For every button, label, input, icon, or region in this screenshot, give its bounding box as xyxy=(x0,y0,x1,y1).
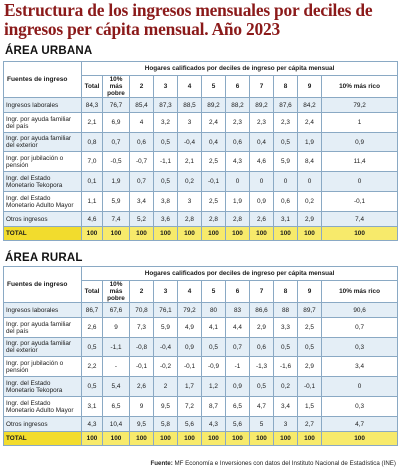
table-cell: 7,2 xyxy=(178,397,202,417)
table-row xyxy=(4,303,398,318)
table-cell: 2,6 xyxy=(82,318,103,338)
column-header: 8 xyxy=(274,76,298,98)
table-cell: 100 xyxy=(178,432,202,446)
table-cell: 0,5 xyxy=(202,338,226,357)
table-cell: 100 xyxy=(298,227,322,241)
table-cell: 88,5 xyxy=(178,98,202,113)
table-cell: 0,9 xyxy=(250,192,274,212)
table-cell: 5,2 xyxy=(130,212,154,227)
table-cell: -0,1 xyxy=(322,192,398,212)
table-cell: 2,9 xyxy=(250,318,274,338)
table-cell: 84,2 xyxy=(298,98,322,113)
column-header: 5 xyxy=(202,76,226,98)
table-cell: 3,3 xyxy=(274,318,298,338)
table-cell: 2,6 xyxy=(130,377,154,397)
table-row xyxy=(4,152,398,172)
table-cell: 0,4 xyxy=(202,133,226,152)
table-cell: -0,4 xyxy=(154,338,178,357)
table-cell: 1,9 xyxy=(103,172,130,192)
table-cell: 0,5 xyxy=(274,133,298,152)
column-header: 6 xyxy=(226,76,250,98)
table-cell: 0,7 xyxy=(322,318,398,338)
table-cell: 0 xyxy=(226,172,250,192)
table-cell: 100 xyxy=(322,432,398,446)
table-cell: 11,4 xyxy=(322,152,398,172)
table-row xyxy=(4,338,398,357)
table-cell: -0,1 xyxy=(298,377,322,397)
total-row xyxy=(4,432,398,446)
table-cell: 3 xyxy=(274,417,298,432)
table-row xyxy=(4,113,398,133)
table-cell: 8,7 xyxy=(202,397,226,417)
table-cell: 4 xyxy=(130,113,154,133)
table-cell: 0 xyxy=(274,172,298,192)
table-cell: 6,5 xyxy=(103,397,130,417)
table-cell: 83 xyxy=(226,303,250,318)
table-cell: 2,4 xyxy=(202,113,226,133)
row-label: Ingresos laborales xyxy=(4,98,82,113)
table-cell: 2,9 xyxy=(298,212,322,227)
table-cell: 2,8 xyxy=(202,212,226,227)
column-header: 10% más rico xyxy=(322,281,398,303)
table-cell: 0 xyxy=(322,172,398,192)
column-header: Total xyxy=(82,281,103,303)
table-cell: 88 xyxy=(274,303,298,318)
table-cell: 4,9 xyxy=(178,318,202,338)
row-label: Ingr. por ayuda familiar del país xyxy=(4,113,82,133)
table-cell: 9,5 xyxy=(130,417,154,432)
section-label-urbana: ÁREA URBANA xyxy=(5,45,93,57)
table-cell: 100 xyxy=(274,432,298,446)
table-row xyxy=(4,357,398,377)
table-row xyxy=(4,192,398,212)
table-cell: 8,4 xyxy=(298,152,322,172)
table-cell: -1,6 xyxy=(274,357,298,377)
table-cell: 100 xyxy=(226,227,250,241)
column-header: 7 xyxy=(250,76,274,98)
table-cell: 4,7 xyxy=(322,417,398,432)
table-row xyxy=(4,397,398,417)
column-header: 9 xyxy=(298,76,322,98)
row-label: Ingr. del Estado Monetario Tekopora xyxy=(4,172,82,192)
table-cell: 6,5 xyxy=(226,397,250,417)
table-cell: 2 xyxy=(154,377,178,397)
table-cell: 4,1 xyxy=(202,318,226,338)
table-cell: 67,6 xyxy=(103,303,130,318)
table-cell: 85,4 xyxy=(130,98,154,113)
table-cell: 100 xyxy=(274,227,298,241)
section-label-rural: ÁREA RURAL xyxy=(5,252,83,264)
table-cell: 2,4 xyxy=(298,113,322,133)
table-cell: 3,8 xyxy=(154,192,178,212)
table-cell: 3,4 xyxy=(130,192,154,212)
table-cell: 80 xyxy=(202,303,226,318)
table-cell: 5,6 xyxy=(178,417,202,432)
table-cell: 0,9 xyxy=(178,338,202,357)
row-label: TOTAL xyxy=(4,227,82,241)
table-cell: 2,8 xyxy=(226,212,250,227)
table-cell: 3 xyxy=(178,113,202,133)
table-cell: 0,5 xyxy=(154,172,178,192)
row-label: Ingr. por ayuda familiar del exterior xyxy=(4,338,82,357)
table-cell: 0,6 xyxy=(250,338,274,357)
header-group: Hogares calificados por deciles de ingreso per cápita mensual xyxy=(82,267,398,281)
table-cell: 9,5 xyxy=(154,397,178,417)
table-cell: 3 xyxy=(178,192,202,212)
source-note xyxy=(150,460,396,467)
table-row xyxy=(4,98,398,113)
table-cell: 0,7 xyxy=(226,338,250,357)
table-cell: 2,1 xyxy=(178,152,202,172)
table-cell: 2,5 xyxy=(298,318,322,338)
table-cell: 100 xyxy=(154,227,178,241)
table-cell: 0,3 xyxy=(322,397,398,417)
table-cell: 86,6 xyxy=(250,303,274,318)
table-cell: -0,1 xyxy=(178,357,202,377)
page-title: Estructura de los ingresos mensuales por deciles de ingresos per cápita mensual. Año 2023 xyxy=(4,0,373,39)
table-row xyxy=(4,212,398,227)
table-cell: - xyxy=(103,357,130,377)
table-cell: 0,2 xyxy=(298,192,322,212)
table-cell: 76,1 xyxy=(154,303,178,318)
table-cell: 0 xyxy=(322,377,398,397)
source-label: Fuente: xyxy=(150,460,173,467)
row-label: Ingr. por jubilación o pensión xyxy=(4,357,82,377)
table-cell: 5,4 xyxy=(103,377,130,397)
table-cell: 2,3 xyxy=(274,113,298,133)
row-label: Ingr. por jubilación o pensión xyxy=(4,152,82,172)
table-cell: 0,9 xyxy=(322,133,398,152)
row-label: Ingr. por ayuda familiar del país xyxy=(4,318,82,338)
table-cell: 100 xyxy=(103,227,130,241)
column-header: 10% más pobre xyxy=(103,281,130,303)
table-cell: 0,4 xyxy=(250,133,274,152)
table-cell: 0,5 xyxy=(298,338,322,357)
table-cell: 3,6 xyxy=(154,212,178,227)
table-cell: -0,1 xyxy=(130,357,154,377)
table-cell: 2,2 xyxy=(82,357,103,377)
table-cell: 100 xyxy=(130,227,154,241)
table-cell: 0,2 xyxy=(178,172,202,192)
table-cell: 0,5 xyxy=(82,377,103,397)
table-cell: 100 xyxy=(154,432,178,446)
table-cell: 90,6 xyxy=(322,303,398,318)
table-cell: 2,9 xyxy=(298,357,322,377)
column-header: 2 xyxy=(130,76,154,98)
row-label: Ingr. del Estado Monetario Adulto Mayor xyxy=(4,192,82,212)
header-fuentes: Fuentes de ingreso xyxy=(4,62,82,98)
total-row xyxy=(4,227,398,241)
table-cell: 100 xyxy=(298,432,322,446)
table-rural xyxy=(3,266,398,446)
table-cell: 2,5 xyxy=(202,152,226,172)
table-cell: 0,7 xyxy=(103,133,130,152)
table-cell: 5,9 xyxy=(103,192,130,212)
table-cell: 4,3 xyxy=(202,417,226,432)
table-cell: 3,2 xyxy=(154,113,178,133)
table-cell: 0 xyxy=(298,172,322,192)
table-cell: 100 xyxy=(322,227,398,241)
column-header: 10% más rico xyxy=(322,76,398,98)
table-cell: 4,4 xyxy=(226,318,250,338)
table-cell: 2,3 xyxy=(226,113,250,133)
table-urbana xyxy=(3,61,398,241)
table-cell: 10,4 xyxy=(103,417,130,432)
table-cell: 7,4 xyxy=(322,212,398,227)
table-cell: -1,1 xyxy=(154,152,178,172)
table-cell: 2,6 xyxy=(250,212,274,227)
table-cell: 76,7 xyxy=(103,98,130,113)
table-cell: 100 xyxy=(82,227,103,241)
table-cell: 2,7 xyxy=(298,417,322,432)
table-cell: 3,1 xyxy=(274,212,298,227)
column-header: Total xyxy=(82,76,103,98)
table-cell: 5 xyxy=(250,417,274,432)
table-cell: 100 xyxy=(202,227,226,241)
table-cell: 0,3 xyxy=(322,338,398,357)
column-header: 3 xyxy=(154,76,178,98)
source-text: MF Economía e Inversiones con datos del Instituto Nacional de Estadística (INE) xyxy=(174,460,396,467)
header-fuentes: Fuentes de ingreso xyxy=(4,267,82,303)
table-cell: 1 xyxy=(322,113,398,133)
table-cell: -0,7 xyxy=(130,152,154,172)
table-cell: 0,6 xyxy=(274,192,298,212)
table-cell: 4,7 xyxy=(250,397,274,417)
table-cell: 89,7 xyxy=(298,303,322,318)
table-cell: 100 xyxy=(178,227,202,241)
column-header: 4 xyxy=(178,76,202,98)
table-cell: 9 xyxy=(103,318,130,338)
table-cell: 4,3 xyxy=(226,152,250,172)
table-cell: 1,9 xyxy=(298,133,322,152)
table-cell: 1,2 xyxy=(202,377,226,397)
table-cell: 89,2 xyxy=(250,98,274,113)
table-cell: -0,2 xyxy=(154,357,178,377)
table-cell: 88,2 xyxy=(226,98,250,113)
row-label: Ingr. por ayuda familiar del exterior xyxy=(4,133,82,152)
table-cell: 100 xyxy=(250,432,274,446)
column-header: 6 xyxy=(226,281,250,303)
table-cell: 0,1 xyxy=(82,172,103,192)
table-cell: 100 xyxy=(103,432,130,446)
table-cell: 79,2 xyxy=(178,303,202,318)
table-cell: 0,9 xyxy=(226,377,250,397)
row-label: Ingr. del Estado Monetario Adulto Mayor xyxy=(4,397,82,417)
row-label: Otros ingresos xyxy=(4,212,82,227)
table-cell: 70,8 xyxy=(130,303,154,318)
table-cell: 0,5 xyxy=(250,377,274,397)
table-cell: 3,1 xyxy=(82,397,103,417)
table-cell: 5,9 xyxy=(154,318,178,338)
table-cell: 1,7 xyxy=(178,377,202,397)
header-group: Hogares calificados por deciles de ingreso per cápita mensual xyxy=(82,62,398,76)
table-cell: 0 xyxy=(250,172,274,192)
table-cell: -0,9 xyxy=(202,357,226,377)
table-row xyxy=(4,377,398,397)
column-header: 8 xyxy=(274,281,298,303)
table-cell: -0,1 xyxy=(202,172,226,192)
table-cell: 100 xyxy=(226,432,250,446)
table-cell: -0,4 xyxy=(178,133,202,152)
row-label: Otros ingresos xyxy=(4,417,82,432)
table-cell: 2,1 xyxy=(82,113,103,133)
table-cell: 7,4 xyxy=(103,212,130,227)
table-row xyxy=(4,172,398,192)
table-cell: 0,6 xyxy=(130,133,154,152)
table-cell: 86,7 xyxy=(82,303,103,318)
table-cell: 1,1 xyxy=(82,192,103,212)
table-cell: 84,3 xyxy=(82,98,103,113)
table-cell: 100 xyxy=(202,432,226,446)
table-cell: 4,6 xyxy=(250,152,274,172)
table-cell: 0,2 xyxy=(274,377,298,397)
table-row xyxy=(4,133,398,152)
table-cell: 100 xyxy=(130,432,154,446)
table-cell: 87,3 xyxy=(154,98,178,113)
table-cell: 89,2 xyxy=(202,98,226,113)
column-header: 7 xyxy=(250,281,274,303)
table-cell: 2,8 xyxy=(178,212,202,227)
table-cell: -1,3 xyxy=(250,357,274,377)
column-header: 2 xyxy=(130,281,154,303)
column-header: 4 xyxy=(178,281,202,303)
table-cell: 5,6 xyxy=(226,417,250,432)
column-header: 10% más pobre xyxy=(103,76,130,98)
table-cell: 2,5 xyxy=(202,192,226,212)
table-cell: 3,4 xyxy=(274,397,298,417)
table-cell: 1,5 xyxy=(298,397,322,417)
table-cell: 0,8 xyxy=(82,133,103,152)
table-cell: -0,8 xyxy=(130,338,154,357)
table-cell: 0,5 xyxy=(82,338,103,357)
row-label: TOTAL xyxy=(4,432,82,446)
table-cell: 0,7 xyxy=(130,172,154,192)
table-cell: 4,3 xyxy=(82,417,103,432)
table-cell: 2,3 xyxy=(250,113,274,133)
row-label: Ingresos laborales xyxy=(4,303,82,318)
table-cell: -0,5 xyxy=(103,152,130,172)
table-cell: 0,6 xyxy=(226,133,250,152)
table-cell: 79,2 xyxy=(322,98,398,113)
table-cell: -1,1 xyxy=(103,338,130,357)
table-cell: 0,5 xyxy=(274,338,298,357)
table-cell: -1 xyxy=(226,357,250,377)
column-header: 3 xyxy=(154,281,178,303)
table-row xyxy=(4,318,398,338)
column-header: 5 xyxy=(202,281,226,303)
table-cell: 5,8 xyxy=(154,417,178,432)
table-cell: 3,4 xyxy=(322,357,398,377)
table-cell: 100 xyxy=(250,227,274,241)
column-header: 9 xyxy=(298,281,322,303)
table-row xyxy=(4,417,398,432)
table-cell: 5,9 xyxy=(274,152,298,172)
table-cell: 4,6 xyxy=(82,212,103,227)
row-label: Ingr. del Estado Monetario Tekopora xyxy=(4,377,82,397)
table-cell: 1,9 xyxy=(226,192,250,212)
table-cell: 9 xyxy=(130,397,154,417)
table-cell: 7,3 xyxy=(130,318,154,338)
table-cell: 0,5 xyxy=(154,133,178,152)
table-cell: 7,0 xyxy=(82,152,103,172)
table-cell: 100 xyxy=(82,432,103,446)
table-cell: 87,6 xyxy=(274,98,298,113)
table-cell: 6,9 xyxy=(103,113,130,133)
